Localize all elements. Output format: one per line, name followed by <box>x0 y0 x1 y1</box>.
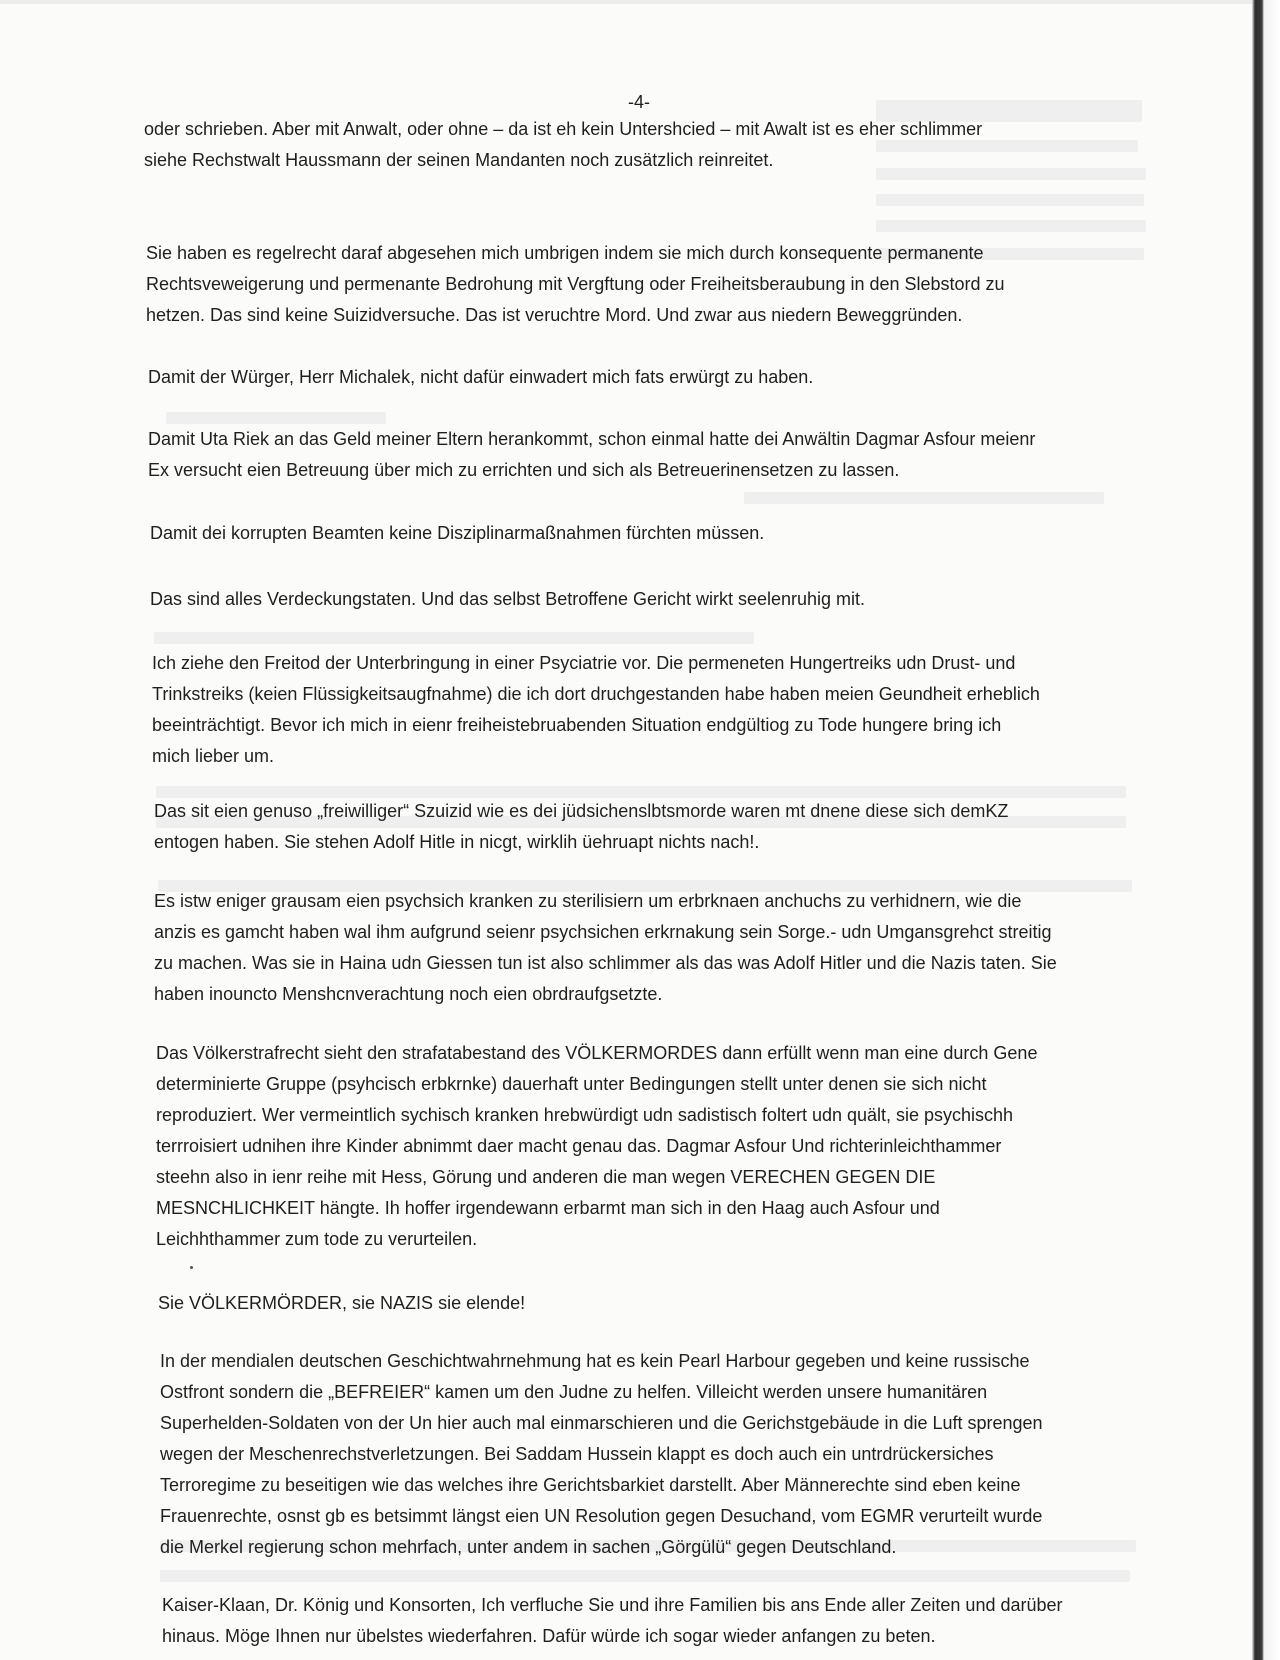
text-line: mich lieber um. <box>152 746 275 766</box>
paragraph <box>152 648 1040 772</box>
text-line: Kaiser-Klaan, Dr. König und Konsorten, Ich verfluche Sie und ihre Familien bis ans Ende aller Zeiten und darüber <box>162 1595 1063 1615</box>
text-line: Leichhthammer zum tode zu verurteilen. <box>156 1229 478 1249</box>
paragraph <box>158 1288 525 1319</box>
text-line: oder schrieben. Aber mit Anwalt, oder ohne – da ist eh kein Untershcied – mit Awalt ist es eher schlimmer <box>144 119 983 139</box>
text-line: Ostfront sondern die „BEFREIER“ kamen um den Judne zu helfen. Villeicht werden unsere humanitären <box>160 1382 988 1402</box>
text-line: Damit Uta Riek an das Geld meiner Eltern herankommt, schon einmal hatte dei Anwältin Dagmar Asfour meienr <box>148 429 1036 449</box>
page-number: -4- <box>628 92 650 112</box>
paragraph <box>154 886 1057 1010</box>
text-line: zu machen. Was sie in Haina udn Giessen tun ist also schlimmer als das was Adolf Hitler und die Nazis taten. Sie <box>154 953 1057 973</box>
text-line: haben inouncto Menshcnverachtung noch eien obrdraufgsetzte. <box>154 984 663 1004</box>
paragraph <box>146 238 1005 331</box>
text-line: anzis es gamcht haben wal ihm aufgrund seienr psychsichen erkrnakung sein Sorge.- udn Umgansgrehct streitig <box>154 922 1052 942</box>
bleed-through-mark <box>876 194 1144 206</box>
scan-top-edge <box>0 0 1280 4</box>
paragraph <box>144 114 982 176</box>
text-line: siehe Rechstwalt Haussmann der seinen Mandanten noch zusätzlich reinreitet. <box>144 150 774 170</box>
text-line: determinierte Gruppe (psyhcisch erbkrnke) dauerhaft unter Bedingungen stellt unter denen sie sich nicht <box>156 1074 987 1094</box>
bleed-through-mark <box>166 412 386 424</box>
bleed-through-mark <box>160 1570 1130 1582</box>
text-line: MESNCHLICHKEIT hängte. Ih hoffer irgendewann erbarmt man sich in den Haag auch Asfour und <box>156 1198 940 1218</box>
paragraph <box>154 796 1008 858</box>
text-line: In der mendialen deutschen Geschichtwahrnehmung hat es kein Pearl Harbour gegeben und keine russische <box>160 1351 1030 1371</box>
paragraph <box>162 1590 1063 1652</box>
text-line: hinaus. Möge Ihnen nur übelstes wiederfahren. Dafür würde ich sogar wieder anfangen zu beten. <box>162 1626 936 1646</box>
text-line: Ich ziehe den Freitod der Unterbringung in einer Psyciatrie vor. Die permeneten Hungertreiks udn Drust- und <box>152 653 1016 673</box>
text-line: steehn also in ienr reihe mit Hess, Görung und anderen die man wegen VERECHEN GEGEN DIE <box>156 1167 936 1187</box>
paragraph <box>150 518 764 549</box>
scan-right-edge <box>1252 0 1280 1660</box>
paragraph <box>148 424 1035 486</box>
text-line: entogen haben. Sie stehen Adolf Hitle in nicgt, wirklih üehruapt nichts nach!. <box>154 832 760 852</box>
text-line: wegen der Meschenrechstverletzungen. Bei Saddam Hussein klappt es doch auch ein untrdrückersiches <box>160 1444 994 1464</box>
text-line: Trinkstreiks (keien Flüssigkeitsaugfnahme) die ich dort druchgestanden habe haben meien Geundheit erheblich <box>152 684 1040 704</box>
text-line: hetzen. Das sind keine Suizidversuche. Das ist veruchtre Mord. Und zwar aus niedern Beweggründen. <box>146 305 963 325</box>
paragraph <box>156 1038 1037 1255</box>
text-line: Sie haben es regelrecht daraf abgesehen mich umbrigen indem sie mich durch konsequente permanente <box>146 243 984 263</box>
text-line: beeinträchtigt. Bevor ich mich in eienr freiheistebruabenden Situation endgültiog zu Tode hungere bring ich <box>152 715 1002 735</box>
text-line: Superhelden-Soldaten von der Un hier auch mal einmarschieren und die Gerichstgebäude in die Luft sprengen <box>160 1413 1043 1433</box>
text-line: terrroisiert udnihen ihre Kinder abnimmt daer macht genau das. Dagmar Asfour Und richterinleichthammer <box>156 1136 1002 1156</box>
text-line: Es istw eniger grausam eien psychsich kranken zu sterilisiern um erbrknaen anchuchs zu verhidnern, wie die <box>154 891 1022 911</box>
bleed-through-mark <box>154 632 754 644</box>
text-line: Das Völkerstrafrecht sieht den strafatabestand des VÖLKERMORDES dann erfüllt wenn man eine durch Gene <box>156 1043 1038 1063</box>
paragraph <box>160 1346 1043 1563</box>
paragraph <box>150 584 865 615</box>
text-line: Frauenrechte, osnst gb es betsimmt längst eien UN Resolution gegen Desuchand, vom EGMR verurteilt wurde <box>160 1506 1043 1526</box>
text-line: Rechtsveweigerung und permenante Bedrohung mit Vergftung oder Freiheitsberaubung in den Slebstord zu <box>146 274 1005 294</box>
paragraph <box>148 362 813 393</box>
bleed-through-mark <box>876 220 1146 232</box>
text-line: Damit dei korrupten Beamten keine Disziplinarmaßnahmen fürchten müssen. <box>150 523 765 543</box>
text-line: reproduziert. Wer vermeintlich sychisch kranken hrebwürdigt udn sadistisch foltert udn quält, sie psychischh <box>156 1105 1014 1125</box>
text-line: Das sit eien genuso „freiwilliger“ Szuizid wie es dei jüdsichenslbtsmorde waren mt dnene diese sich demKZ <box>154 801 1009 821</box>
text-line: Sie VÖLKERMÖRDER, sie NAZIS sie elende! <box>158 1293 526 1313</box>
text-line: die Merkel regierung schon mehrfach, unter andem in sachen „Görgülü“ gegen Deutschland. <box>160 1537 897 1557</box>
bleed-through-mark <box>744 492 1104 504</box>
text-line: Terroregime zu beseitigen wie das welches ihre Gerichtsbarkiet darstellt. Aber Männerechte sind eben keine <box>160 1475 1021 1495</box>
text-line: Damit der Würger, Herr Michalek, nicht dafür einwadert mich fats erwürgt zu haben. <box>148 367 814 387</box>
scan-speck <box>190 1266 193 1269</box>
text-line: Das sind alles Verdeckungstaten. Und das selbst Betroffene Gericht wirkt seelenruhig mit. <box>150 589 866 609</box>
text-line: Ex versucht eien Betreuung über mich zu errichten und sich als Betreuerinensetzen zu lassen. <box>148 460 900 480</box>
